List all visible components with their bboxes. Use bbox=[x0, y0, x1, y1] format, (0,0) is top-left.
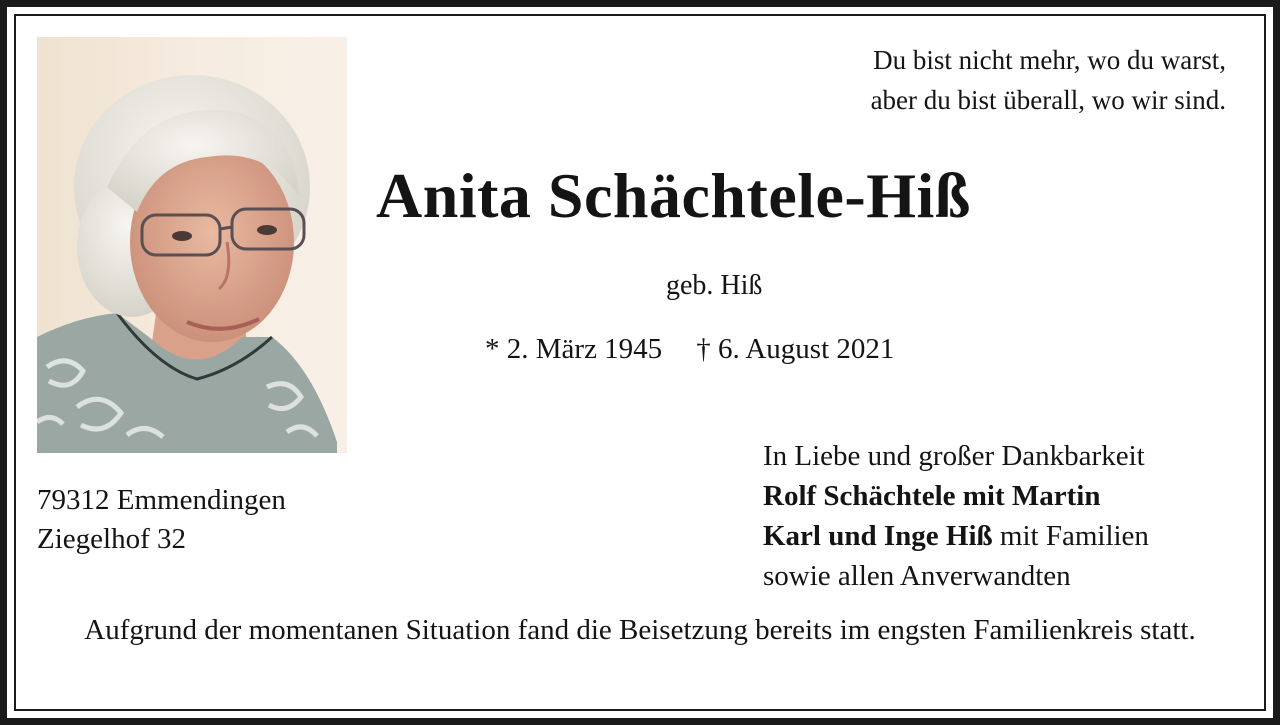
address-block bbox=[37, 481, 286, 559]
mourner-line-2-bold: Karl und Inge Hiß bbox=[763, 520, 993, 552]
mourner-line-3: sowie allen Anverwandten bbox=[763, 560, 1071, 592]
quote-line-1: Du bist nicht mehr, wo du warst, bbox=[873, 45, 1226, 75]
address-city: 79312 Emmendingen bbox=[37, 484, 286, 516]
birth-date: * 2. März 1945 bbox=[485, 333, 663, 365]
funeral-note: Aufgrund der momentanen Situation fand die Beisetzung bereits im engsten Familienkreis statt. bbox=[84, 614, 1196, 646]
memorial-quote bbox=[871, 40, 1226, 120]
address-street: Ziegelhof 32 bbox=[37, 523, 186, 555]
mourners-block bbox=[763, 436, 1149, 596]
mourners-intro: In Liebe und großer Dankbarkeit bbox=[763, 440, 1145, 472]
death-date: † 6. August 2021 bbox=[696, 333, 895, 365]
mourner-line-1: Rolf Schächtele mit Martin bbox=[763, 480, 1101, 512]
life-dates bbox=[485, 330, 894, 368]
mourner-line-2-rest: mit Familien bbox=[992, 520, 1149, 552]
quote-line-2: aber du bist überall, wo wir sind. bbox=[870, 85, 1226, 115]
portrait-photo bbox=[37, 37, 347, 453]
birth-name: geb. Hiß bbox=[666, 270, 763, 301]
deceased-name: Anita Schächtele-Hiß bbox=[376, 160, 971, 231]
